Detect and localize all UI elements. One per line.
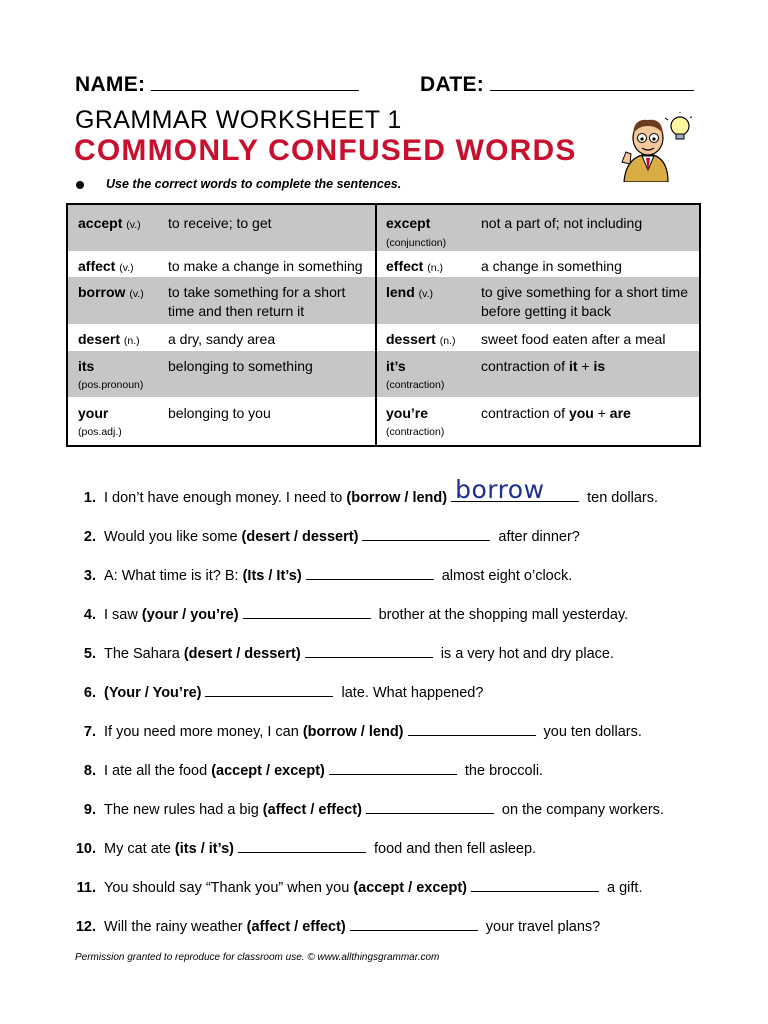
question-4: 4. I saw (your / you’re) brother at the shopping mall yesterday. (83, 607, 629, 623)
vocab-row (68, 277, 699, 324)
vocab-pos: (conjunction) (386, 237, 447, 249)
vocab-word: your (78, 405, 109, 421)
answer-blank[interactable] (471, 879, 599, 892)
answer-blank[interactable] (329, 762, 457, 775)
answer-blank[interactable] (306, 567, 434, 580)
question-5: 5. The Sahara (desert / dessert) is a very hot and dry place. (83, 646, 614, 662)
answer-blank[interactable] (366, 801, 494, 814)
date-label: DATE: (420, 73, 485, 96)
vocab-pos: (contraction) (386, 379, 445, 391)
question-1: 1. I don’t have enough money. I need to (borrow / lend) borrow ten dollars. (83, 475, 659, 506)
handwritten-answer: borrow (455, 475, 545, 504)
name-label: NAME: (75, 73, 146, 96)
vocab-definition: to make a change in something (168, 258, 363, 274)
vocab-definition: to give something for a short time before getting it back (481, 284, 688, 319)
answer-blank[interactable] (350, 918, 478, 931)
thinking-man-lightbulb-icon (618, 112, 692, 182)
vocab-row (68, 205, 699, 251)
copyright-footer: Permission granted to reproduce for classroom use. © www.allthingsgrammar.com (75, 952, 440, 963)
vocab-word: lend (v.) (386, 284, 434, 300)
worksheet-subtitle: GRAMMAR WORKSHEET 1 (75, 106, 402, 134)
vocab-definition: belonging to something (168, 358, 313, 374)
vocab-definition: sweet food eaten after a meal (481, 331, 666, 347)
vocab-definition: a dry, sandy area (168, 331, 276, 347)
name-line (151, 72, 359, 91)
vocab-row (68, 397, 699, 444)
vocab-definition: not a part of; not including (481, 215, 643, 231)
answer-blank[interactable] (451, 475, 579, 504)
vocab-definition: to take something for a short time and then return it (168, 284, 346, 319)
answer-blank[interactable] (408, 723, 536, 736)
question-3: 3. A: What time is it? B: (Its / It’s) almost eight o’clock. (83, 568, 573, 584)
vocab-row (68, 251, 699, 277)
vocab-pos: (pos.pronoun) (78, 379, 144, 391)
vocab-definition: to receive; to get (168, 215, 272, 231)
vocab-definition: contraction of you + are (481, 405, 631, 421)
worksheet-title: COMMONLY CONFUSED WORDS (74, 134, 577, 167)
vocab-word: dessert (n.) (386, 331, 456, 347)
answer-blank[interactable] (238, 840, 366, 853)
question-2: 2. Would you like some (desert / dessert) after dinner? (83, 529, 580, 545)
question-9: 9. The new rules had a big (affect / effect) on the company workers. (83, 802, 664, 818)
question-10: 10. My cat ate (its / it’s) food and then fell asleep. (75, 841, 537, 857)
name-field (75, 72, 359, 97)
question-11: 11. You should say “Thank you” when you (accept / except) a gift. (76, 880, 643, 896)
vocab-definition: a change in something (481, 258, 622, 274)
answer-blank[interactable] (362, 528, 490, 541)
date-line (490, 72, 694, 91)
vocab-word: accept (v.) (78, 215, 141, 231)
bullet-icon (76, 181, 84, 189)
vocab-pos: (contraction) (386, 426, 445, 438)
vocab-definition: belonging to you (168, 405, 271, 421)
vocab-word: it’s (386, 358, 406, 374)
answer-blank[interactable] (305, 645, 433, 658)
date-field (420, 72, 694, 97)
vocab-row (68, 324, 699, 351)
instructions: Use the correct words to complete the sentences. (106, 177, 402, 191)
table-divider (375, 205, 377, 445)
vocab-word: you’re (386, 405, 429, 421)
question-8: 8. I ate all the food (accept / except) the broccoli. (83, 763, 544, 779)
vocab-word: borrow (v.) (78, 284, 144, 300)
vocab-word: except (386, 215, 431, 231)
answer-blank[interactable] (205, 684, 333, 697)
vocab-row (68, 351, 699, 397)
question-7: 7. If you need more money, I can (borrow / lend) you ten dollars. (83, 724, 642, 740)
question-6: 6. (Your / You’re) late. What happened? (83, 685, 484, 701)
vocab-word: its (78, 358, 95, 374)
answer-blank[interactable] (243, 606, 371, 619)
vocab-word: desert (n.) (78, 331, 140, 347)
question-12: 12. Will the rainy weather (affect / effect) your travel plans? (75, 919, 601, 935)
vocabulary-table (66, 203, 701, 447)
vocab-definition: contraction of it + is (481, 358, 606, 374)
vocab-pos: (pos.adj.) (78, 426, 122, 438)
vocab-word: effect (n.) (386, 258, 443, 274)
vocab-word: affect (v.) (78, 258, 134, 274)
